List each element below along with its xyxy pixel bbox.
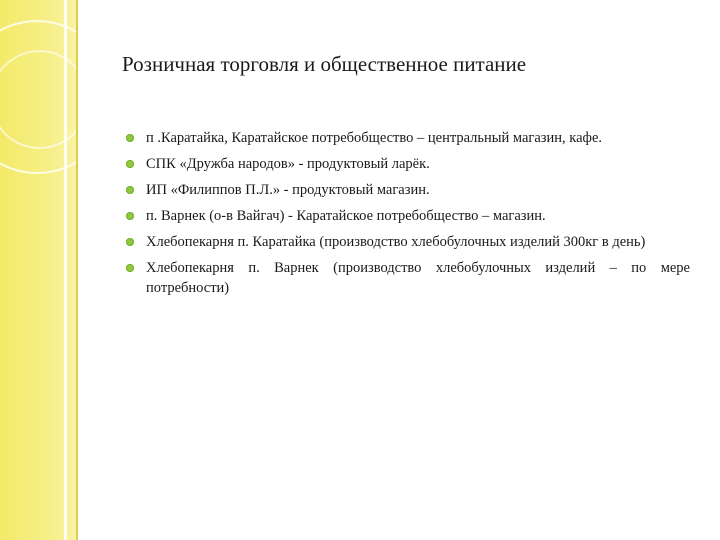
- list-item: [124, 206, 690, 226]
- bullet-list: [124, 128, 690, 304]
- sidebar-edge: [76, 0, 78, 540]
- list-item-text: п .Каратайка, Каратайское потребобщество – центральный магазин, кафе.: [146, 130, 603, 146]
- list-item-text: п. Варнек (о-в Вайгач) - Каратайское потребобщество – магазин.: [146, 208, 546, 224]
- decorative-sidebar: [0, 0, 78, 540]
- bullet-icon: [126, 212, 134, 220]
- bullet-icon: [126, 186, 134, 194]
- slide-title: Розничная торговля и общественное питание: [122, 52, 527, 76]
- list-item: [124, 154, 690, 174]
- list-item-text: Хлебопекарня п. Варнек (производство хлебобулочных изделий – по мере потребности): [146, 260, 690, 296]
- sidebar-stripe: [64, 0, 67, 540]
- bullet-icon: [126, 160, 134, 168]
- list-item: [124, 128, 690, 148]
- bullet-icon: [126, 134, 134, 142]
- list-item: [124, 258, 690, 298]
- list-item-text: Хлебопекарня п. Каратайка (производство хлебобулочных изделий 300кг в день): [146, 234, 646, 250]
- list-item-text: СПК «Дружба народов» - продуктовый ларёк.: [146, 156, 430, 172]
- list-item-text: ИП «Филиппов П.Л.» - продуктовый магазин.: [146, 182, 430, 198]
- bullet-icon: [126, 238, 134, 246]
- bullet-icon: [126, 264, 134, 272]
- list-item: [124, 180, 690, 200]
- list-item: [124, 232, 690, 252]
